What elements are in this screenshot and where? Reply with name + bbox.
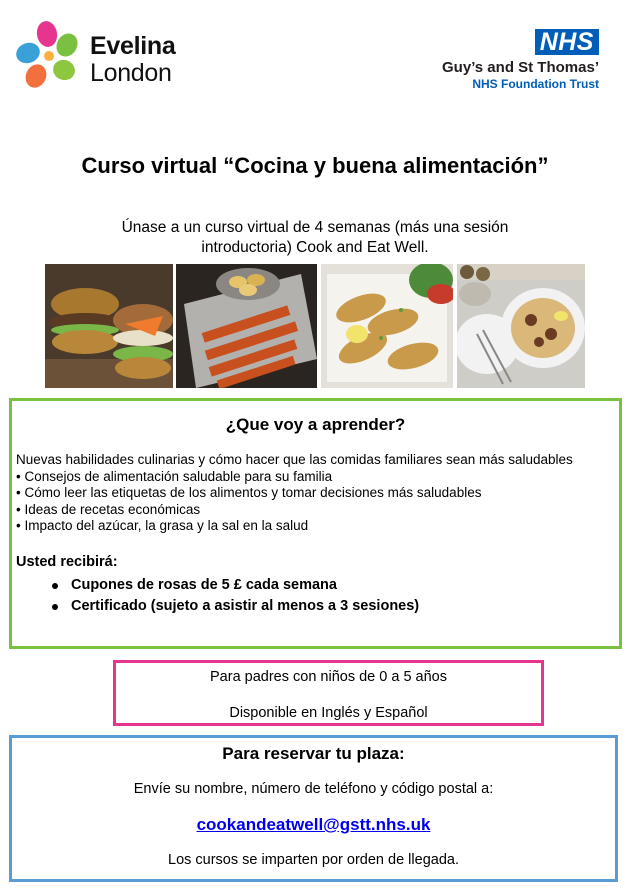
receive-heading: Usted recibirá: bbox=[16, 554, 118, 570]
nhs-trust-logo bbox=[399, 29, 599, 91]
evelina-london-logo bbox=[14, 20, 194, 92]
audience-section bbox=[113, 660, 544, 726]
learn-item: • Impacto del azúcar, la grasa y la sal en la salud bbox=[16, 518, 309, 533]
benefits-list bbox=[52, 575, 419, 617]
learn-list bbox=[16, 452, 606, 535]
evelina-petals-icon bbox=[14, 20, 84, 92]
benefit-item bbox=[52, 575, 419, 596]
evelina-logo-line2: London bbox=[90, 59, 172, 87]
nhs-org-name: Guy’s and St Thomas’ bbox=[442, 59, 599, 76]
learn-item: • Cómo leer las etiquetas de los alimentos y tomar decisiones más saludables bbox=[16, 485, 482, 500]
page-title: Curso virtual “Cocina y buena alimentación” bbox=[81, 153, 549, 178]
learn-item: Nuevas habilidades culinarias y cómo hacer que las comidas familiares sean más saludables bbox=[16, 452, 573, 467]
breaded-fish-photo bbox=[321, 264, 453, 388]
learn-heading: ¿Que voy a aprender? bbox=[225, 415, 406, 434]
sweet-potato-fries-photo bbox=[176, 264, 317, 388]
booking-instructions: Envíe su nombre, número de teléfono y código postal a: bbox=[133, 781, 494, 797]
bullet-icon bbox=[52, 604, 58, 610]
benefit-text: Cupones de rosas de 5 £ cada semana bbox=[71, 577, 337, 593]
burger-photo bbox=[45, 264, 173, 388]
benefit-item bbox=[52, 596, 419, 617]
learn-item: • Consejos de alimentación saludable para su familia bbox=[16, 468, 333, 484]
booking-section bbox=[9, 735, 618, 882]
audience-line2: Disponible en Inglés y Español bbox=[229, 705, 428, 721]
booking-email-wrapper bbox=[12, 815, 615, 835]
nhs-trust-name: NHS Foundation Trust bbox=[472, 77, 599, 91]
booking-heading: Para reservar tu plaza: bbox=[222, 744, 405, 763]
bullet-icon bbox=[52, 583, 58, 589]
booking-email-link[interactable]: cookandeatwell@gstt.nhs.uk bbox=[196, 815, 431, 834]
evelina-logo-line1: Evelina bbox=[90, 32, 176, 60]
nhs-badge: NHS bbox=[535, 29, 599, 55]
booking-footer: Los cursos se imparten por orden de llegada. bbox=[168, 852, 459, 868]
learn-section bbox=[9, 398, 622, 649]
audience-line1: Para padres con niños de 0 a 5 años bbox=[210, 669, 447, 685]
food-photo-strip bbox=[45, 264, 585, 388]
learn-item: • Ideas de recetas económicas bbox=[16, 501, 201, 517]
pasta-meatballs-photo bbox=[457, 264, 585, 388]
intro-text: Únase a un curso virtual de 4 semanas (más una sesión introductoria) Cook and Eat Well. bbox=[121, 219, 509, 256]
benefit-text: Certificado (sujeto a asistir al menos a 3 sesiones) bbox=[71, 598, 420, 614]
